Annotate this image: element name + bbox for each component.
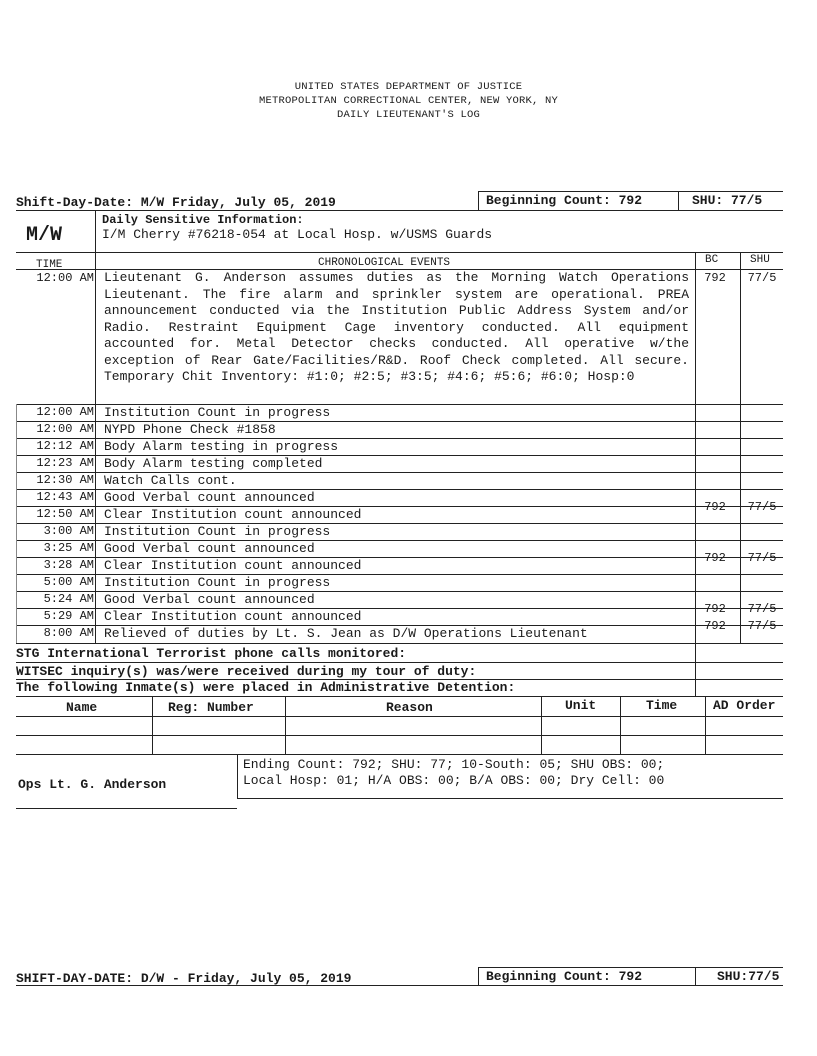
- entry-time: 12:30 AM: [36, 473, 94, 487]
- col-shu: SHU: [750, 254, 770, 266]
- narrative-entry: Lieutenant G. Anderson assumes duties as the Morning Watch Operations Lieutenant. The fire alarm and sprinkler system are operational. PREA announcement conducted via the Institution Public Address System and/or Radio. Restraint Equipment Cage inventory conducted. All equipment accounted for. Metal Detector checks conducted. All operative w/the exception of Rear Gate/Facilities/R&D. Roof Check completed. All secure. Temporary Chit Inventory: #1:0; #2:5; #3:5; #4:6; #5:6; #6:0; Hosp:0: [104, 270, 689, 384]
- entry-time: 3:28 AM: [43, 558, 94, 572]
- entry-time: 5:29 AM: [43, 609, 94, 623]
- entry-bc: 792: [704, 602, 726, 616]
- officer-name: Ops Lt. G. Anderson: [18, 777, 167, 792]
- ending-count-line2: Local Hosp: 01; H/A OBS: 00; B/A OBS: 00; Dry Cell: 00: [243, 773, 665, 788]
- entry-time: 8:00 AM: [43, 626, 94, 640]
- entry-time: 12:00 AM: [36, 422, 94, 436]
- entry-shu: 77/5: [747, 602, 777, 616]
- entry-text: Clear Institution count announced: [104, 558, 362, 573]
- entry-shu: 77/5: [747, 551, 777, 565]
- entry-bc: 792: [704, 271, 726, 285]
- entry-time: 5:24 AM: [43, 592, 94, 606]
- entry-bc: 792: [704, 619, 726, 633]
- footer-beginning-count: Beginning Count: 792: [486, 969, 643, 984]
- entry-shu: 77/5: [747, 619, 777, 633]
- footer-shu: SHU:77/5: [717, 969, 780, 984]
- department-title: UNITED STATES DEPARTMENT OF JUSTICE: [294, 81, 523, 93]
- entry-text: Good Verbal count announced: [104, 490, 315, 505]
- entry-text: Institution Count in progress: [104, 524, 331, 539]
- entry-time: 12:00 AM: [36, 271, 94, 285]
- entry-text: Clear Institution count announced: [104, 507, 362, 522]
- entry-shu: 77/5: [747, 500, 777, 514]
- entry-time: 12:00 AM: [36, 405, 94, 419]
- col-bc: BC: [705, 254, 719, 266]
- entry-time: 12:12 AM: [36, 439, 94, 453]
- witsec-note: WITSEC inquiry(s) was/were received during my tour of duty:: [16, 664, 477, 679]
- entry-time: 5:00 AM: [43, 575, 94, 589]
- entry-text: NYPD Phone Check #1858: [104, 422, 276, 437]
- shift-day-date: Shift-Day-Date: M/W Friday, July 05, 2019: [16, 195, 336, 210]
- sensitive-text: I/M Cherry #76218-054 at Local Hosp. w/USMS Guards: [102, 227, 493, 242]
- log-title: DAILY LIEUTENANT'S LOG: [336, 109, 481, 121]
- entry-time: 12:23 AM: [36, 456, 94, 470]
- entry-time: 12:43 AM: [36, 490, 94, 504]
- entry-text: Clear Institution count announced: [104, 609, 362, 624]
- entry-time: 12:50 AM: [36, 507, 94, 521]
- ending-count-line1: Ending Count: 792; SHU: 77; 10-South: 05; SHU OBS: 00;: [243, 757, 665, 772]
- shift-code: M/W: [26, 224, 63, 247]
- ad-col-reg: Reg: Number: [168, 700, 254, 715]
- entry-text: Institution Count in progress: [104, 405, 331, 420]
- shu-count: SHU: 77/5: [692, 193, 763, 208]
- ad-col-name: Name: [66, 700, 98, 715]
- beginning-count: Beginning Count: 792: [486, 193, 643, 208]
- ad-header: The following Inmate(s) were placed in Administrative Detention:: [16, 680, 516, 695]
- entry-text: Institution Count in progress: [104, 575, 331, 590]
- ad-col-time: Time: [646, 698, 678, 713]
- stg-note: STG International Terrorist phone calls monitored:: [16, 646, 407, 661]
- entry-text: Good Verbal count announced: [104, 592, 315, 607]
- col-events: CHRONOLOGICAL EVENTS: [318, 257, 451, 269]
- entry-bc: 792: [704, 551, 726, 565]
- entry-time: 3:00 AM: [43, 524, 94, 538]
- ad-col-reason: Reason: [386, 700, 433, 715]
- entry-text: Watch Calls cont.: [104, 473, 237, 488]
- sensitive-label: Daily Sensitive Information:: [102, 213, 304, 227]
- entry-text: Relieved of duties by Lt. S. Jean as D/W Operations Lieutenant: [104, 626, 588, 641]
- ad-col-unit: Unit: [565, 698, 597, 713]
- entry-text: Body Alarm testing in progress: [104, 439, 339, 454]
- entry-text: Good Verbal count announced: [104, 541, 315, 556]
- facility-title: METROPOLITAN CORRECTIONAL CENTER, NEW YORK, NY: [258, 95, 559, 107]
- entry-text: Body Alarm testing completed: [104, 456, 323, 471]
- footer-shift-day-date: SHIFT-DAY-DATE: D/W - Friday, July 05, 2019: [16, 971, 352, 986]
- ad-col-order: AD Order: [713, 698, 776, 713]
- entry-shu: 77/5: [747, 271, 777, 285]
- entry-time: 3:25 AM: [43, 541, 94, 555]
- col-time: TIME: [36, 259, 63, 271]
- entry-bc: 792: [704, 500, 726, 514]
